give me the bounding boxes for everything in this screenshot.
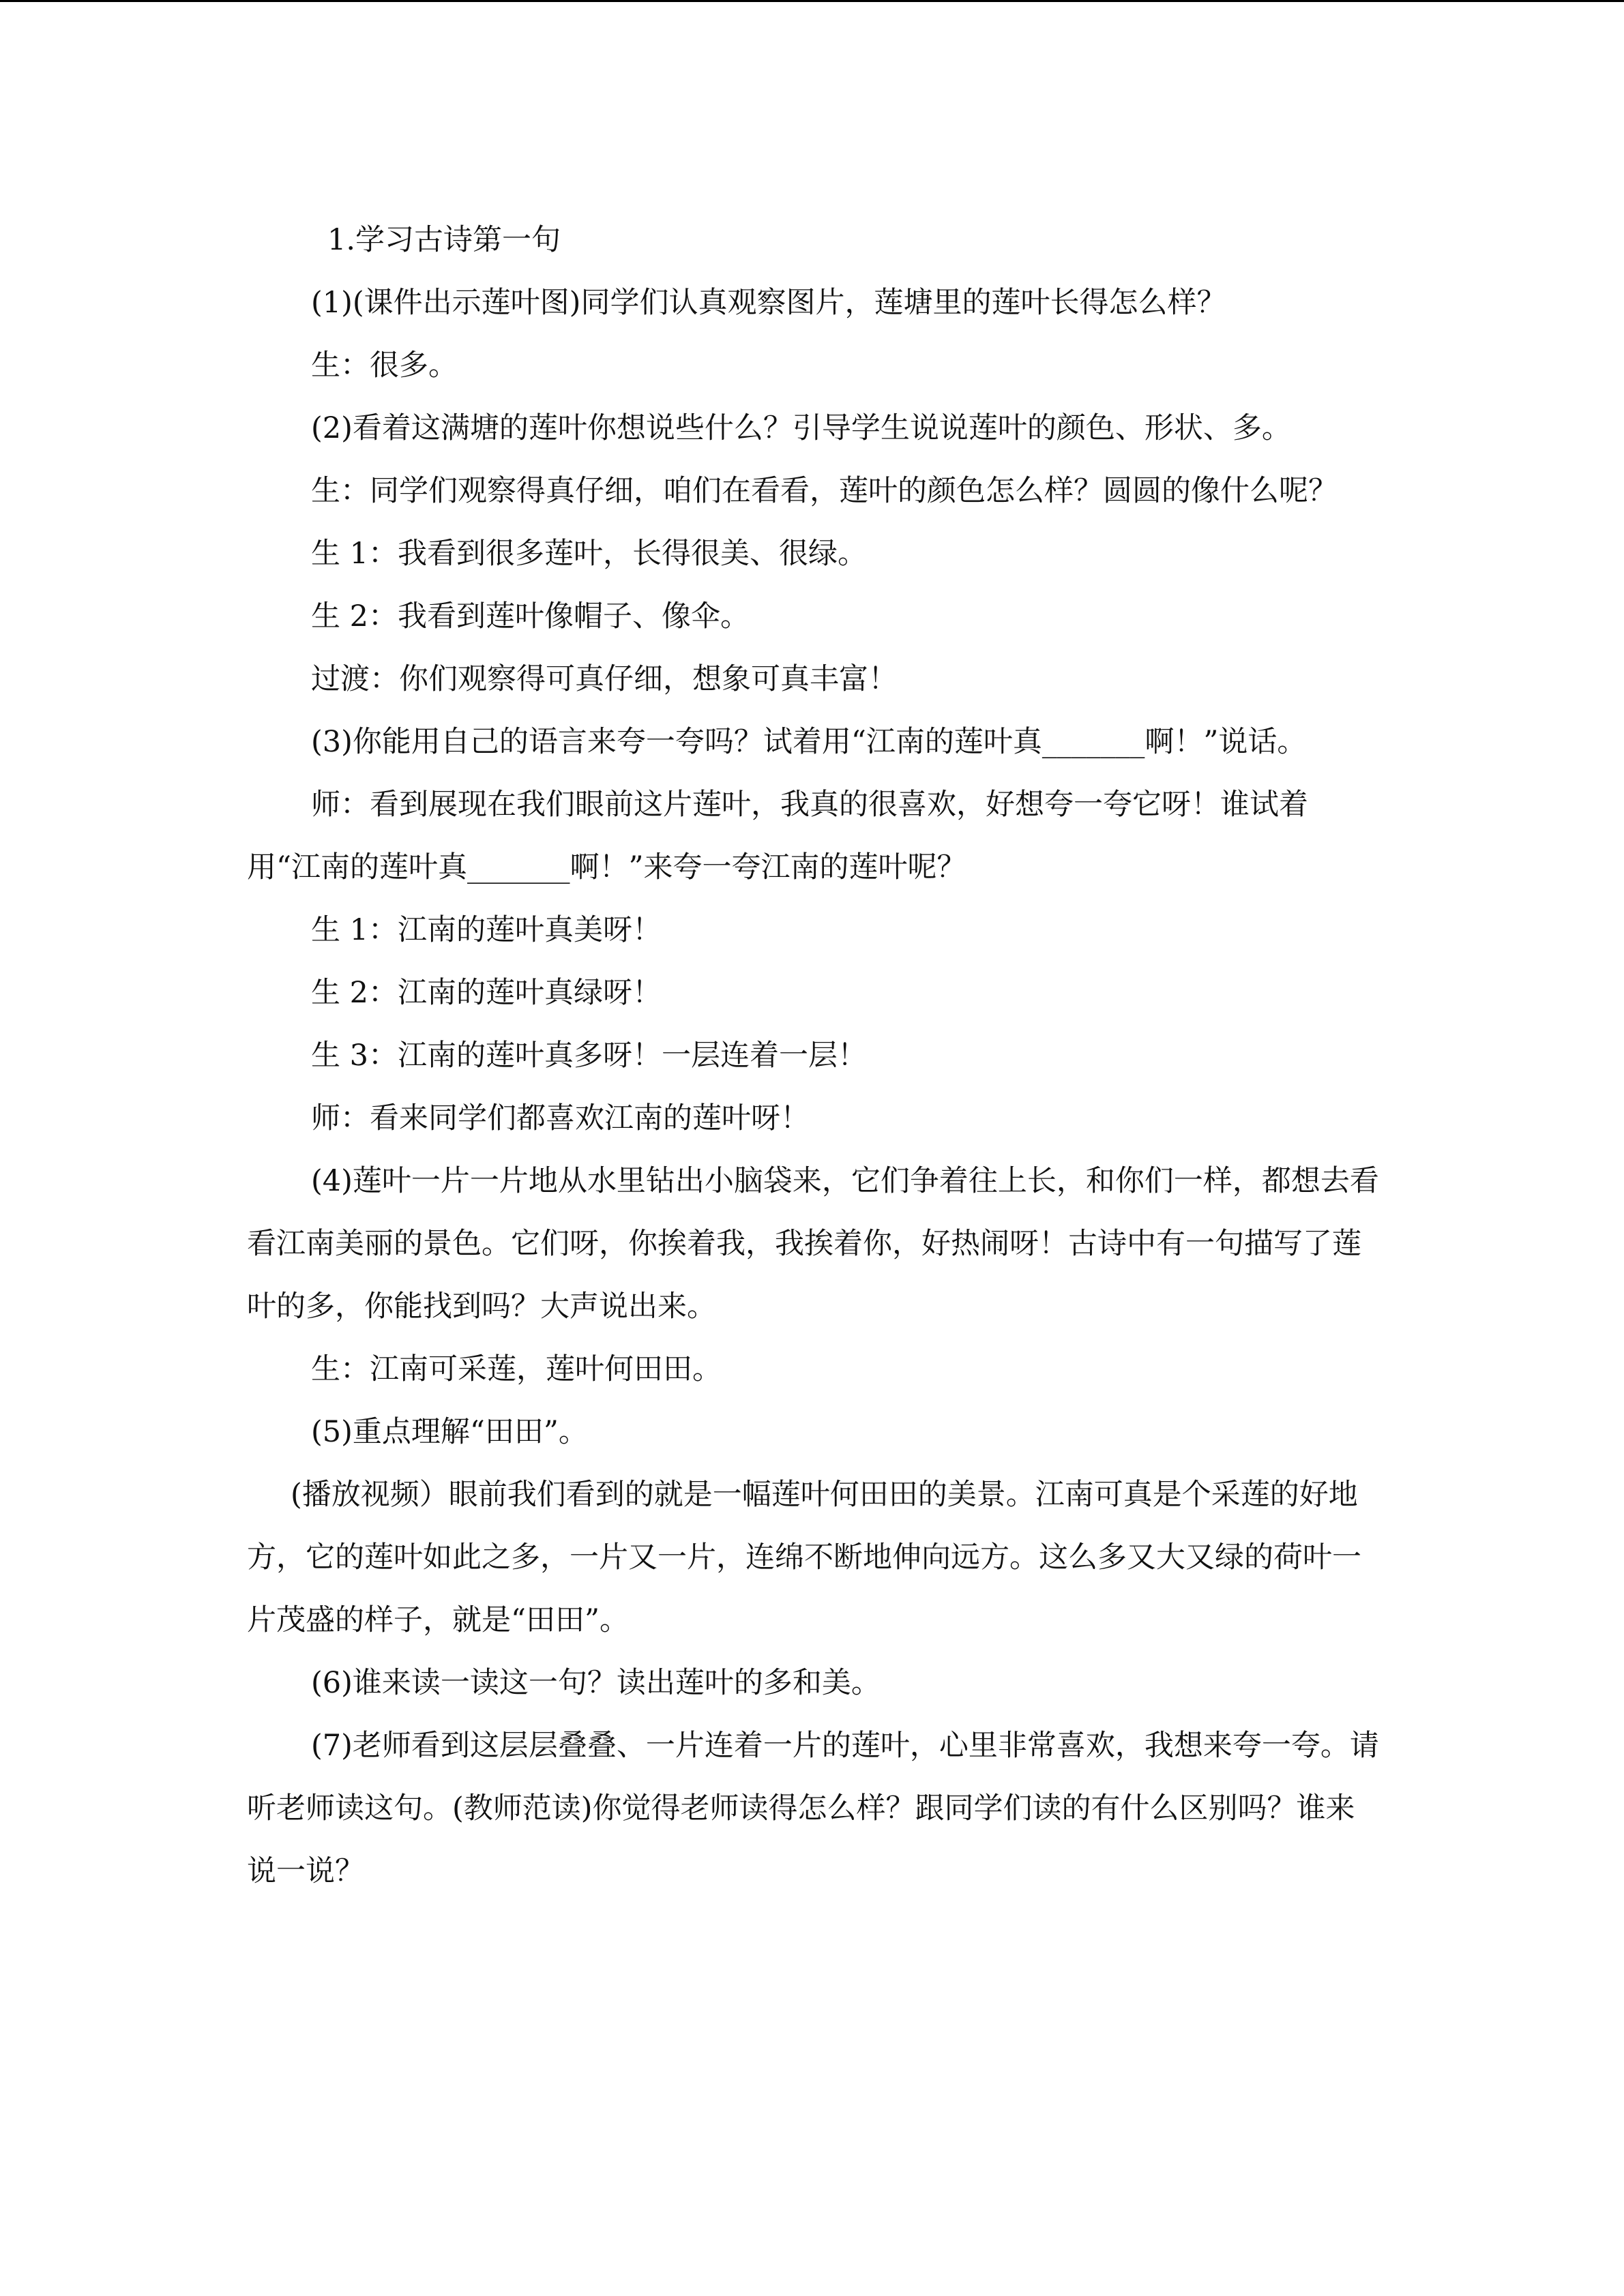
paragraph: 生：很多。 [311,348,458,383]
paragraph: (7)老师看到这层层叠叠、一片连着一片的莲叶，心里非常喜欢，我想来夸一夸。请听老师读这句。(教师范读)你觉得老师读得怎么样？跟同学们读的有什么区别吗？谁来说一说？ [247,1729,1379,1888]
paragraph: 过渡：你们观察得可真仔细，想象可真丰富！ [311,662,898,696]
paragraph: 生：同学们观察得真仔细，咱们在看看，莲叶的颜色怎么样？圆圆的像什么呢？ [311,474,1338,508]
section-heading: 1.学习古诗第一句 [327,223,561,257]
paragraph: (4)莲叶一片一片地从水里钻出小脑袋来，它们争着往上长，和你们一样，都想去看看江南美丽的景色。它们呀，你挨着我，我挨着你，好热闹呀！古诗中有一句描写了莲叶的多，你能找到吗？大声说出来。 [247,1164,1379,1324]
document-body [247,209,1379,1903]
paragraph: (1)(课件出示莲叶图)同学们认真观察图片，莲塘里的莲叶长得怎么样？ [311,286,1226,320]
paragraph: 生 2：江南的莲叶真绿呀！ [311,976,662,1010]
paragraph: (2)看着这满塘的莲叶你想说些什么？引导学生说说莲叶的颜色、形状、多。 [311,411,1291,445]
paragraph: 生 1：我看到很多莲叶，长得很美、很绿。 [311,537,868,571]
paragraph: 师：看到展现在我们眼前这片莲叶，我真的很喜欢，好想夸一夸它呀！谁试着用“江南的莲叶真_______啊！”来夸一夸江南的莲叶呢？ [247,788,1308,884]
paragraph: (3)你能用自己的语言来夸一夸吗？试着用“江南的莲叶真_______啊！”说话。 [311,725,1307,759]
top-border-line [0,0,1624,2]
paragraph: 生 1：江南的莲叶真美呀！ [311,913,662,947]
paragraph: (6)谁来读一读这一句？读出莲叶的多和美。 [311,1666,881,1700]
paragraph: 生 3：江南的莲叶真多呀！一层连着一层！ [311,1039,868,1073]
paragraph: 生：江南可采莲，莲叶何田田。 [311,1352,722,1386]
paragraph: 师：看来同学们都喜欢江南的莲叶呀！ [311,1101,810,1135]
paragraph: (5)重点理解“田田”。 [311,1415,588,1449]
paragraph: 生 2：我看到莲叶像帽子、像伞。 [311,599,750,633]
paragraph: (播放视频）眼前我们看到的就是一幅莲叶何田田的美景。江南可真是个采莲的好地方，它的莲叶如此之多，一片又一片，连绵不断地伸向远方。这么多又大又绿的荷叶一片茂盛的样子，就是“田田”。 [247,1478,1361,1637]
